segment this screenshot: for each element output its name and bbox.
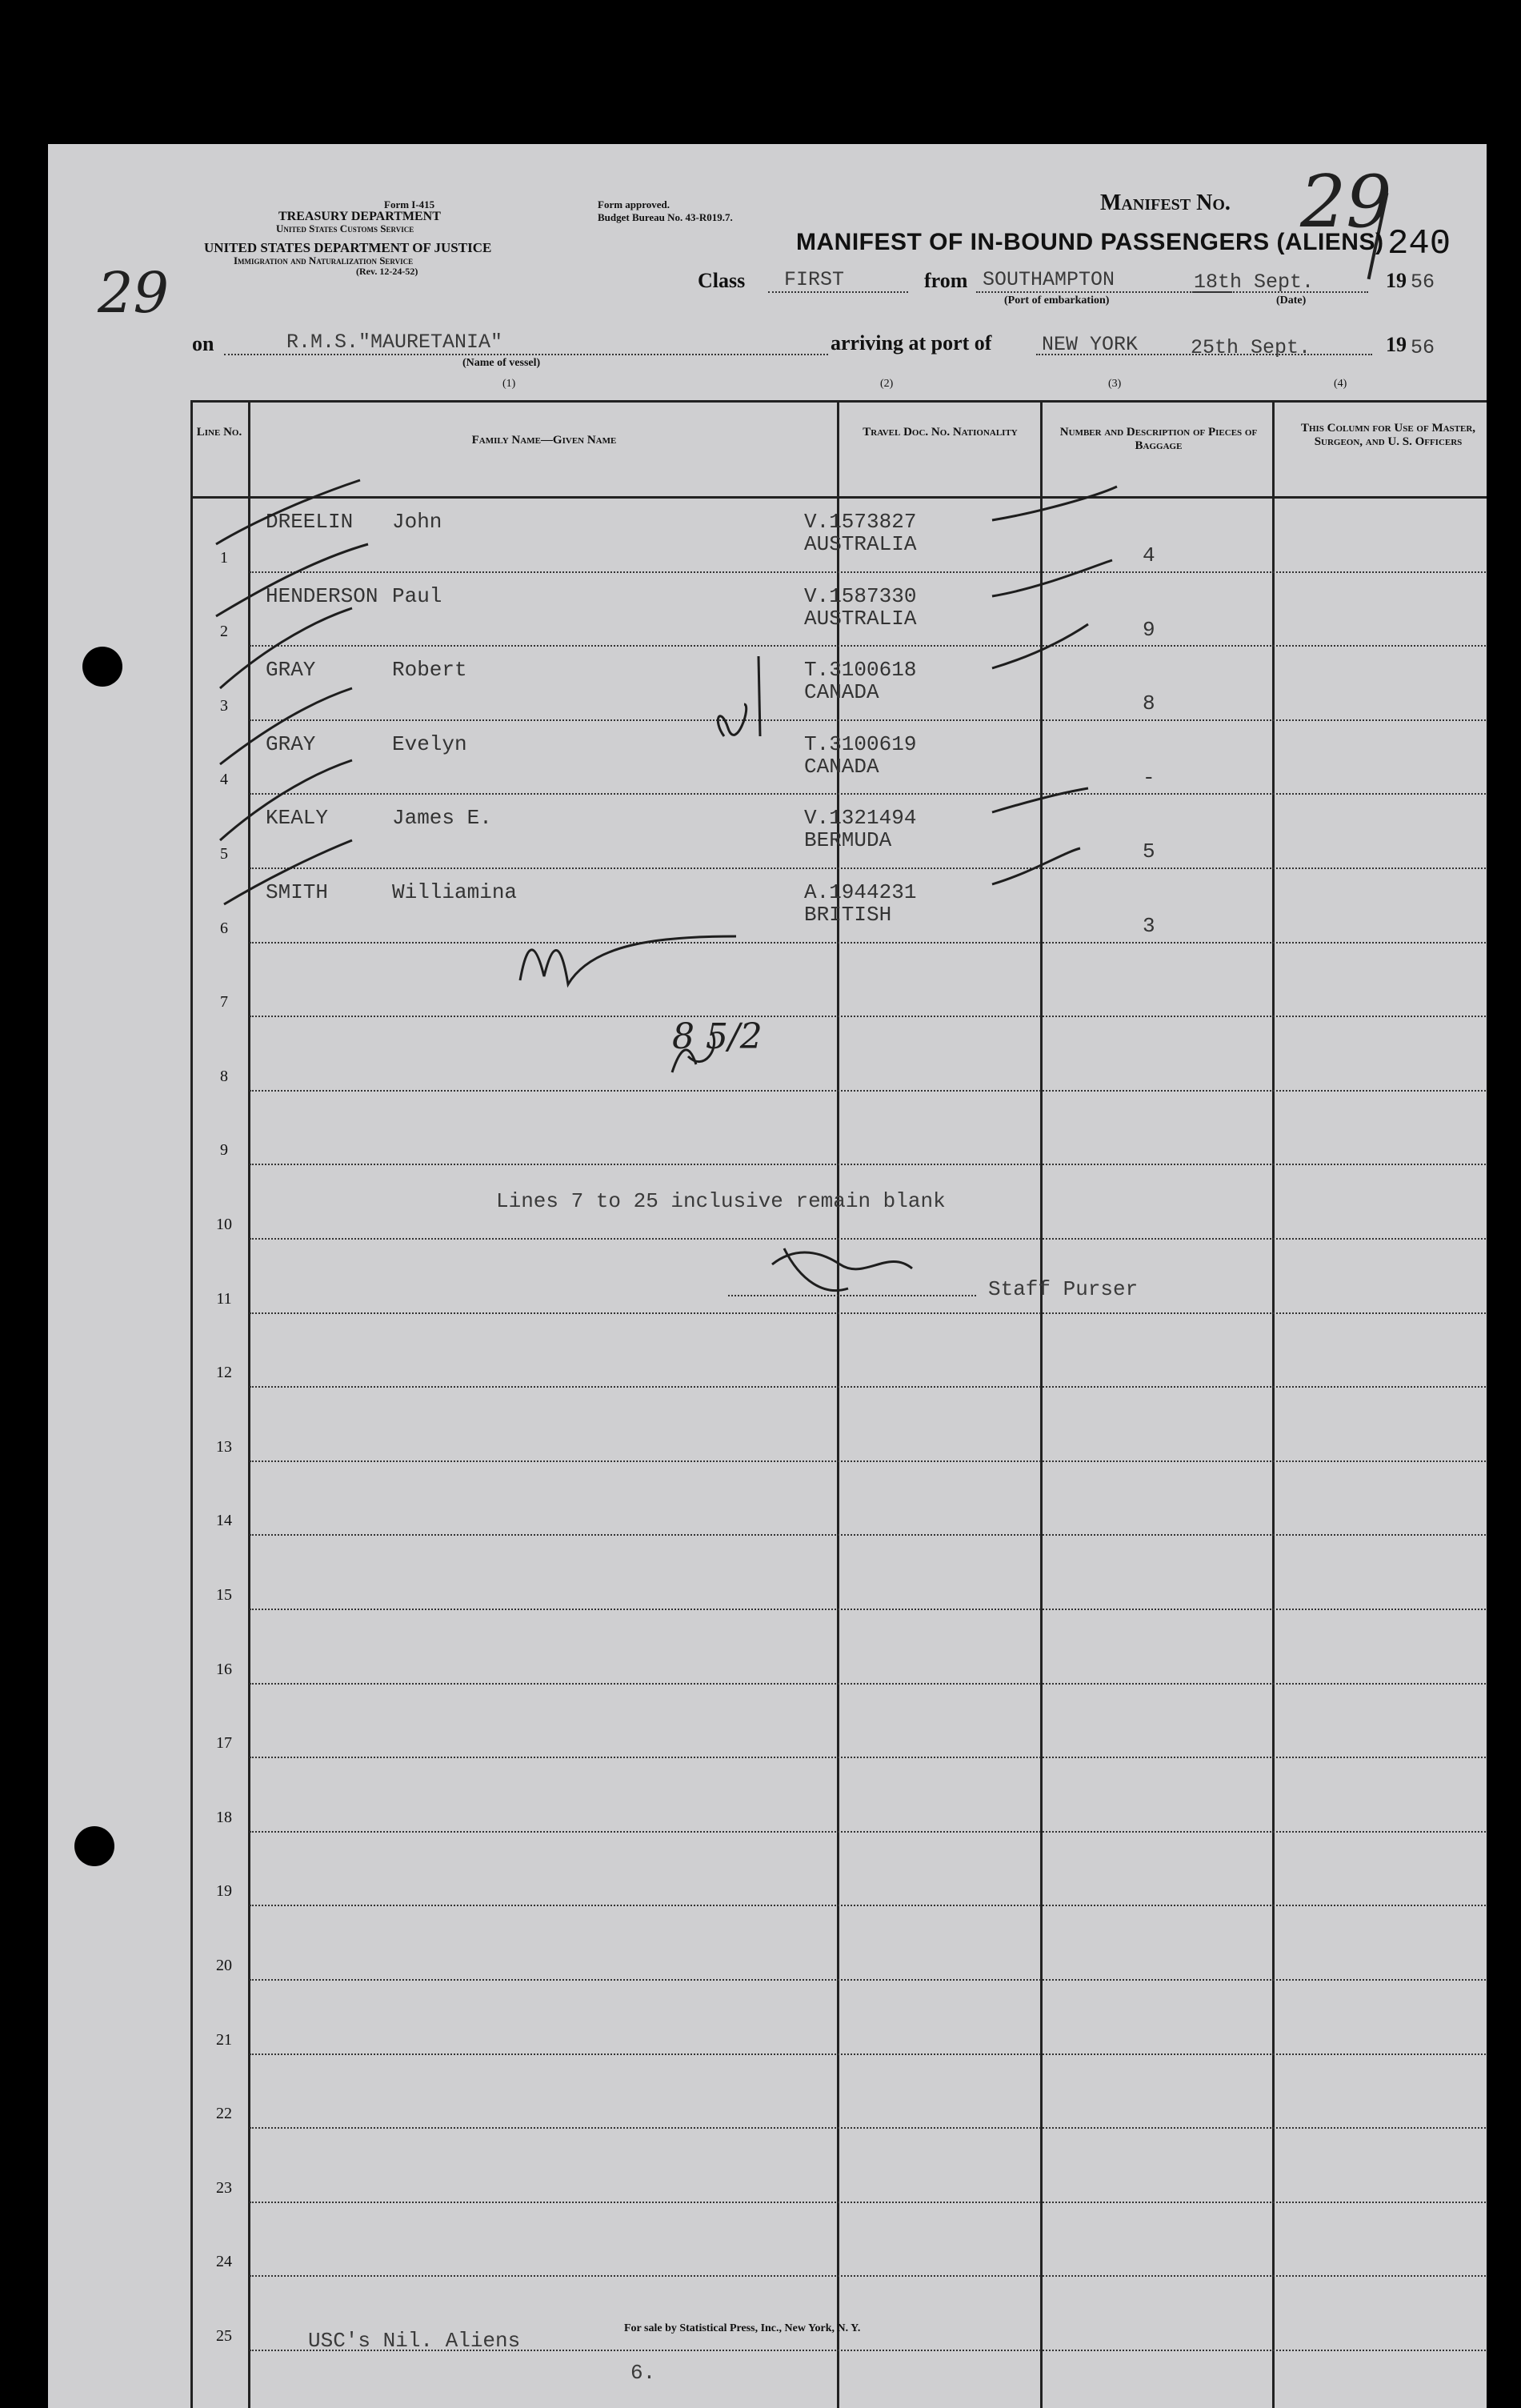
passenger-nationality: BERMUDA [804, 828, 892, 853]
revision: (Rev. 12-24-52) [356, 266, 418, 277]
passenger-family-name: SMITH [266, 880, 329, 904]
line-number: 1 [220, 548, 228, 567]
line-number: 10 [216, 1216, 232, 1233]
line-number: 19 [216, 1882, 232, 1901]
line-number: 12 [216, 1364, 232, 1382]
travel-doc-number: T.3100618 [804, 658, 917, 683]
passenger-given-name: Robert [392, 658, 467, 683]
header-name: Family Name—Given Name [471, 434, 617, 447]
arriving-label: arriving at port of [831, 331, 992, 355]
binder-hole-top [82, 647, 122, 687]
header-travel-doc: Travel Doc. No. Nationality [863, 426, 1018, 439]
line-number: 21 [216, 2030, 232, 2049]
col-number-4: (4) [1334, 378, 1347, 390]
arrival-year-prefix: 19 [1386, 333, 1407, 356]
line-number: 22 [216, 2105, 232, 2123]
travel-doc-number: V.1573827 [804, 510, 917, 534]
line-number: 2 [220, 623, 228, 641]
budget-bureau: Budget Bureau No. 43-R019.7. [598, 211, 733, 223]
class-value: FIRST [784, 268, 845, 291]
line-number: 16 [216, 1660, 232, 1678]
footer-count: 6. [630, 2361, 656, 2385]
header-line-no: Line No. [196, 426, 242, 439]
line-number: 6 [220, 919, 228, 937]
baggage-count: - [1143, 765, 1155, 790]
line-number: 4 [220, 771, 228, 789]
justice-dept: UNITED STATES DEPARTMENT OF JUSTICE [204, 240, 492, 255]
count-note: 8 5/2 [672, 1016, 763, 1057]
vessel-value: R.M.S."MAURETANIA" [286, 331, 503, 354]
passenger-family-name: DREELIN [266, 510, 354, 534]
footer-summary: USC's Nil. Aliens [308, 2329, 521, 2353]
port-value: SOUTHAMPTON [983, 268, 1115, 291]
date-caption: (Date) [1276, 294, 1307, 307]
line-number: 5 [220, 845, 228, 863]
line-number: 3 [220, 696, 228, 715]
travel-doc-number: T.3100619 [804, 731, 917, 756]
passenger-family-name: GRAY [266, 658, 316, 683]
passenger-given-name: Evelyn [392, 731, 467, 756]
passenger-nationality: BRITISH [804, 903, 892, 927]
baggage-count: 8 [1143, 691, 1155, 716]
header-baggage: Number and Description of Pieces of Baggage [1059, 426, 1258, 452]
class-label: Class [698, 269, 746, 292]
travel-doc-number: A.1944231 [804, 880, 917, 904]
treasury-dept: TREASURY DEPARTMENT [278, 210, 441, 223]
passenger-given-name: Williamina [392, 880, 518, 904]
arrival-port: NEW YORK [1042, 333, 1139, 356]
on-label: on [192, 332, 214, 355]
form-number: Form I-415 [384, 198, 435, 210]
manifest-title: MANIFEST OF IN-BOUND PASSENGERS (ALIENS) [796, 229, 1384, 255]
line-number: 17 [216, 1734, 232, 1753]
passenger-family-name: KEALY [266, 806, 329, 831]
col-number-2: (2) [880, 378, 894, 390]
staff-purser-label: Staff Purser [988, 1277, 1139, 1301]
line-number: 20 [216, 1957, 232, 1974]
line-number: 8 [220, 1067, 228, 1085]
year-value: 56 [1411, 270, 1435, 294]
col-number-3: (3) [1108, 378, 1122, 390]
line-number: 24 [216, 2253, 232, 2271]
date-value: 18th Sept. [1194, 270, 1315, 294]
margin-handwritten-number: 29 [98, 260, 170, 326]
ins-service: Immigration and Naturalization Service [234, 254, 414, 266]
vessel-caption: (Name of vessel) [462, 357, 541, 369]
line-number: 11 [216, 1289, 232, 1308]
blank-lines-note: Lines 7 to 25 inclusive remain blank [496, 1189, 946, 1213]
printer-credit: For sale by Statistical Press, Inc., New York, N. Y. [624, 2322, 861, 2334]
passenger-given-name: Paul [392, 583, 442, 608]
passenger-family-name: GRAY [266, 731, 316, 756]
passenger-nationality: AUSTRALIA [804, 532, 917, 556]
line-number: 15 [216, 1586, 232, 1604]
baggage-count: 5 [1143, 839, 1155, 864]
passenger-nationality: CANADA [804, 680, 879, 705]
passenger-nationality: AUSTRALIA [804, 606, 917, 631]
line-number: 9 [220, 1141, 228, 1160]
travel-doc-number: V.1587330 [804, 583, 917, 608]
passenger-given-name: John [392, 510, 442, 534]
binder-hole-bottom [74, 1826, 114, 1866]
arrival-date: 25th Sept. [1191, 336, 1311, 359]
baggage-count: 9 [1143, 617, 1155, 642]
baggage-count: 4 [1143, 543, 1155, 567]
manifest-page [48, 144, 1487, 2408]
col-number-1: (1) [502, 378, 516, 390]
line-number: 7 [220, 993, 228, 1012]
line-number: 14 [216, 1512, 232, 1530]
passenger-nationality: CANADA [804, 754, 879, 779]
port-caption: (Port of embarkation) [1004, 294, 1110, 307]
line-number: 13 [216, 1437, 232, 1456]
arrival-year-value: 56 [1411, 336, 1435, 359]
year-prefix: 19 [1386, 269, 1407, 292]
manifest-stamp-number: 240 [1387, 224, 1451, 264]
customs-service: United States Customs Service [276, 222, 414, 234]
manifest-label: Manifest No. [1100, 190, 1231, 215]
purser-sign-line [728, 1295, 976, 1296]
passenger-given-name: James E. [392, 806, 492, 831]
passenger-family-name: HENDERSON [266, 583, 378, 608]
manifest-handwritten-number: 29 [1300, 160, 1392, 244]
line-number: 18 [216, 1808, 232, 1826]
form-approved: Form approved. [598, 198, 670, 210]
travel-doc-number: V.1321494 [804, 806, 917, 831]
line-number: 25 [216, 2327, 232, 2345]
line-number: 23 [216, 2178, 232, 2197]
handwritten-marks [48, 144, 1487, 2408]
from-label: from [924, 269, 968, 292]
baggage-count: 3 [1143, 914, 1155, 938]
header-officers: This Column for Use of Master, Surgeon, and U. S. Officers [1300, 422, 1476, 448]
